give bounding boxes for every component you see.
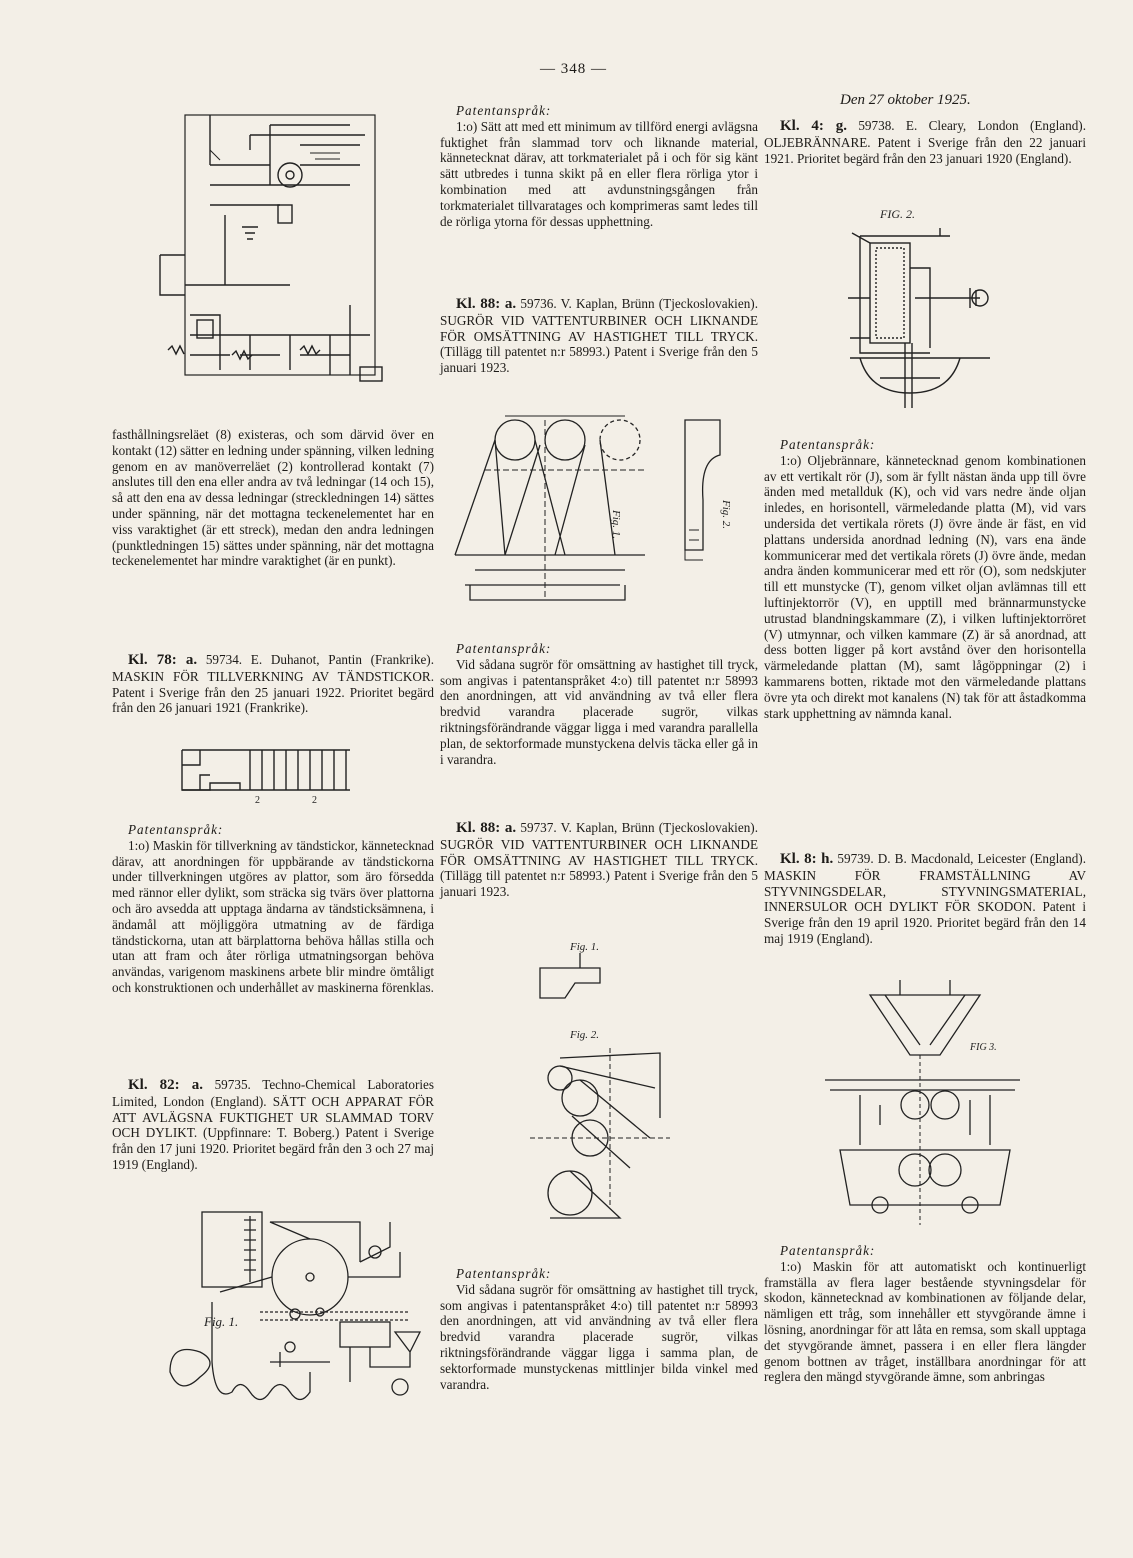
kl4-entry [764,118,1086,166]
col2-patentansprak-2: Patentanspråk: [456,641,552,656]
kl88b-entry [440,820,758,900]
col2-claim-2: Vid sådana sugrör för omsättning av hastighet till tryck, som angivas i patentanspråket 4:o) till patentet n:r 58993 den anordningen, att vid användning av två eller flera bredvid varandra placerade sugrör, vilkas riktningsförändrande väggar ligga i med varandra parallella plan, de sektorformade munstyckena delvis täcka eller gå in i varandra. [440,656,758,767]
col2-patentansprak-1: Patentanspråk: [456,103,552,118]
matchstick-machine-figure [180,745,355,805]
turbine-suction-tube-figure-bottom [520,938,680,1238]
col2-patentansprak-3: Patentanspråk: [456,1266,552,1281]
kl4-class: Kl. 4: g. [780,118,847,134]
kl88a-entry [440,296,758,376]
oil-burner-figure [840,208,1000,418]
kl8-text: 59739. D. B. Macdonald, Leicester (England). MASKIN FÖR FRAMSTÄLLNING AV STYVNINGSDELAR, STYVNINGSMATERIAL, INNERSULOR OCH DYLIKT FÖR SKODON. Patent i Sverige från den 19 april 1920. Prioritet begärd från den 14 maj 1919 (England). [764,851,1086,946]
kl82-text: 59735. Techno-Chemical Laboratories Limited, London (England). SÄTT OCH APPARAT FÖR ATT AVLÄGSNA FUKTIGHET UR SLAMMAD TORV OCH DYLIKT. (Uppfinnare: T. Boberg.) Patent i Sverige från den 17 juni 1920. Prioritet begärd från den 3 och 27 maj 1919 (England). [112,1077,434,1172]
col3-patentansprak-1: Patentanspråk: [780,437,876,452]
kl4-text: 59738. E. Cleary, London (England). OLJEBRÄNNARE. Patent i Sverige från den 22 januari 1921. Prioritet begärd från den 23 januari 1920 (England). [764,118,1086,166]
fig2-oil-label: FIG. 2. [880,208,915,221]
kl8-entry [764,851,1086,947]
fig1-slam-label: Fig. 1. [204,1314,239,1329]
turbine-suction-tube-figure-top [445,410,755,640]
col3-patentansprak-2: Patentanspråk: [780,1243,876,1258]
kl88b-text: 59737. V. Kaplan, Brünn (Tjeckoslovakien). SUGRÖR VID VATTENTURBINER OCH LIKNANDE FÖR OMSÄTTNING AV HASTIGHET TILL TRYCK. (Tillägg till patentet n:r 58993.) Patent i Sverige från den 5 januari 1923. [440,820,758,900]
kl88b-class: Kl. 88: a. [456,820,517,836]
fig1-turbine-label: Fig. 1. [610,510,622,540]
fig3-press-label: FIG 3. [970,1042,997,1053]
kl88a-class: Kl. 88: a. [456,296,517,312]
kl78-class: Kl. 78: a. [128,652,198,668]
col3-claim-1: 1:o) Oljebrännare, kännetecknad genom kombinationen av ett vertikalt rör (J), som är fyllt nästan ända upp till övre änden med metallduk (K), och vid vars nedre ände oljan inledes, en horisontell, värmeledande platta (M), vid vars undersida det vertikala rörets (J) övre ände är fäst, en vid plattans undersida anordnad ledning (N), vars ena ände kommunicerar med det vertikala rörets (J) övre ände, medan andra änden kommunicerar med ett rör (O), som nedskjuter till ett munstycke (T), genom vilket oljan avlämnas till ett luftinjektorrör (V), en upptill med brännarmunstycke utrustad blandningskammare (Z), i vilken luftinjektorröret (V) utmynnar, och vilken kammare (Z) är så anordnad, att dess botten ligger på kort avstånd över den horisontella värmeledande plattan (M), samt lågöppningar (2) i kammarens botten, riktade mot den värmeledande plattans övre yta och direkt mot kanalens (N) tak för att åstadkomma stark upphettning av nämnda kanal. [764,452,1086,721]
kl8-class: Kl. 8: h. [780,851,834,867]
drying-apparatus-figure [160,1202,430,1417]
svg-text:Fig. 1.: Fig. 1. [570,941,600,953]
kl82-class: Kl. 82: a. [128,1077,203,1093]
stiffening-machine-figure [820,975,1030,1230]
fig2-turbine-label: Fig. 2. [720,500,732,530]
kl78-patentansprak: Patentanspråk: [128,822,224,837]
col2-claim-3: Vid sådana sugrör för omsättning av hastighet till tryck, som angivas i patentanspråket 4:o) till patentet n:r 58993 den anordningen, att vid användning av två eller flera bredvid varandra placerade sugrör, vilkas riktningsförändrande väggar ligga i samma plan, de sektorformade munstyckenas mittlinjer bilda vinkel med varandra. [440,1281,758,1392]
kl78-claim: 1:o) Maskin för tillverkning av tändstickor, kännetecknad därav, att anordningen för uppbärande av tändstickorna under tillverkningen utgöres av plattor, som äro försedda med rännor eller dylikt, som sträcka sig tvärs över plattorna och äro avsedda att upptaga ändarna av tändsticksämnena, i ändamål att möjliggöra utmatning av de färdiga tändstickorna, utan att bärplattorna behöva hållas stilla och utan att fram och åter rörliga utmatningsorgan behöva användas, varigenom maskinens arbete blir mindre ömtåligt och konstruktionen och underhållet av maskinerna förenklas. [112,837,434,995]
circuit-diagram [150,105,390,385]
continuation-paragraph: fasthållningsreläet (8) existeras, och som därvid över en kontakt (12) sätter en ledning under spänning, vilken ledning genom en av manöverreläet (2) kontrollerad kontakt (7) anslutes till den ena eller andra av två ledningar (14 och 15), så att den ena av dessa ledningar (streckledningen 14) sättes under spänning, när det mottagna teckenelementet har en viss varaktighet (är ett streck), medan den andra ledningen (punktledningen 15) sättes under spänning, när det mottagna teckenelementet har mindre varaktighet (är en punkt). [112,427,434,569]
date-line: Den 27 oktober 1925. [840,92,971,108]
kl88a-text: 59736. V. Kaplan, Brünn (Tjeckoslovakien). SUGRÖR VID VATTENTURBINER OCH LIKNANDE FÖR OMSÄTTNING AV HASTIGHET TILL TRYCK. (Tillägg till patentet n:r 58993.) Patent i Sverige från den 5 januari 1923. [440,296,758,376]
page-number: — 348 — [540,61,607,77]
kl78-text: 59734. E. Duhanot, Pantin (Frankrike). MASKIN FÖR TILLVERKNING AV TÄNDSTICKOR. Patent i Sverige från den 25 januari 1922. Prioritet begärd från den 26 januari 1921 (Frankrike). [112,652,434,716]
svg-text:Fig. 2.: Fig. 2. [570,1029,600,1041]
kl82-entry [112,1077,434,1173]
col2-claim-1: 1:o) Sätt att med ett minimum av tillförd energi avlägsna fuktighet från slammad torv och liknande material, kännetecknat därav, att torkmaterialet på i och för sig känt sätt utbredes i tunna skikt på en eller flera rörliga ytor i kombination med att avdunstningsgången från torkmaterialet tillvaratages och komprimeras samt ledes till de rörliga ytorna för dessas upphettning. [440,118,758,229]
kl78-entry [112,652,434,716]
col3-claim-2: 1:o) Maskin för att automatiskt och kontinuerligt framställa av flera lager bestående styvningsdelar för skodon, kännetecknad av kombinationen av följande delar, nämligen ett tråg, som innehåller ett styvgörande ämne i lösning, anordningar för att låta en remsa, som skall upptaga det styvgörande ämnet, passera i en eller flera längder genom bottnen av tråget, inställbara anordningar för att reglera den mängd styvgörande ämne, som anbringas [764,1258,1086,1385]
svg-text:2: 2 [255,795,260,805]
svg-text:2: 2 [312,795,317,805]
